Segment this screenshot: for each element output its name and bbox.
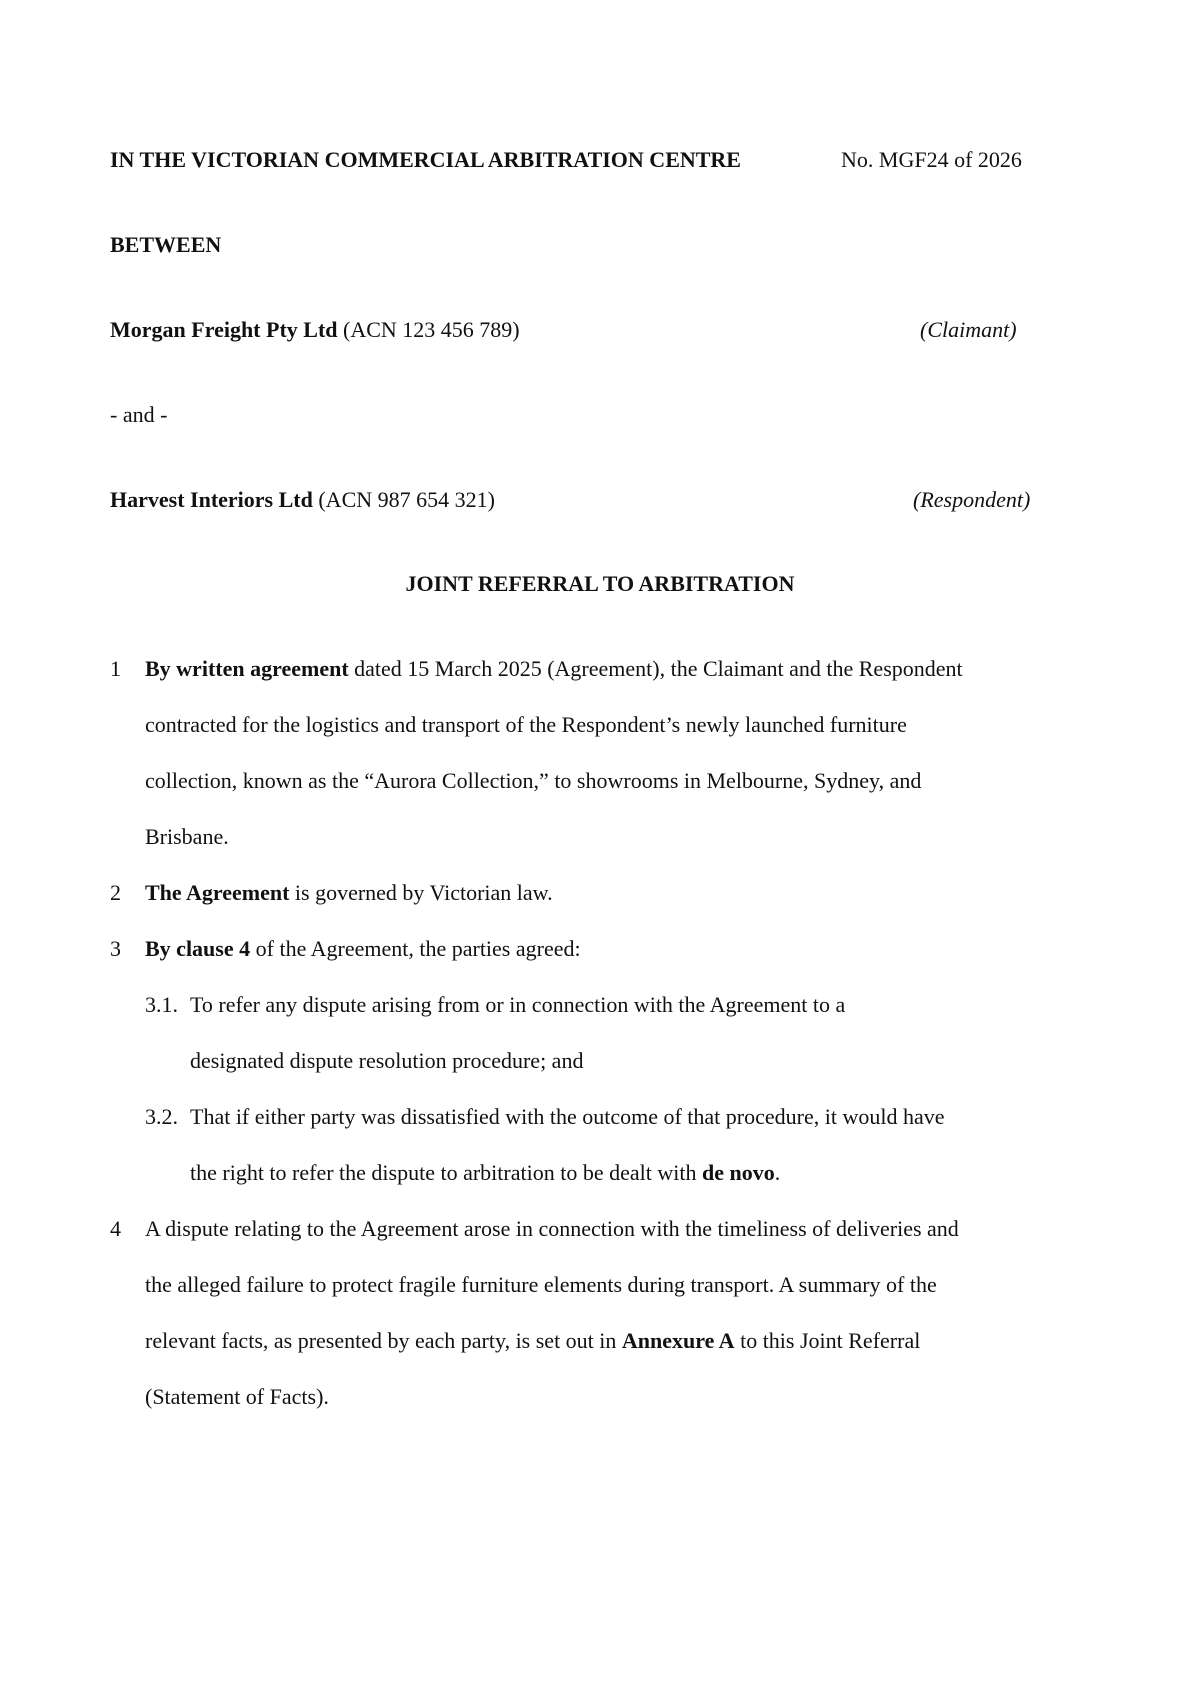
paragraph-1-line-2: contracted for the logistics and transport of the Respondent’s newly launched furniture [145, 712, 907, 737]
paragraph-1-number: 1 [110, 656, 121, 681]
annexure-reference: Annexure A [621, 1328, 735, 1353]
paragraph-4-text-end: to this Joint Referral [734, 1328, 921, 1353]
paragraph-2-text: is governed by Victorian law. [289, 880, 553, 905]
respondent-line [110, 487, 495, 513]
paragraph-1-line-1 [145, 656, 963, 682]
subparagraph-3-1-line-1: To refer any dispute arising from or in connection with the Agreement to a [190, 992, 846, 1017]
paragraph-2-line-1 [145, 880, 553, 906]
paragraph-4-number: 4 [110, 1216, 121, 1241]
paragraph-3-lead: By clause 4 [145, 936, 251, 961]
claimant-role: (Claimant) [920, 317, 1017, 342]
between-label: BETWEEN [110, 232, 222, 257]
respondent-name: Harvest Interiors Ltd [110, 487, 313, 512]
case-number: No. MGF24 of 2026 [841, 147, 1022, 172]
subparagraph-3-2-end: . [774, 1160, 781, 1185]
paragraph-2-number: 2 [110, 880, 121, 905]
subparagraph-3-1-line-2: designated dispute resolution procedure; and [190, 1048, 584, 1073]
paragraph-4-line-2: the alleged failure to protect fragile furniture elements during transport. A summary of the [145, 1272, 937, 1297]
paragraph-1-text: dated 15 March 2025 (Agreement), the Claimant and the Respondent [348, 656, 963, 681]
paragraph-4-line-3 [145, 1328, 920, 1354]
subparagraph-3-2-text: the right to refer the dispute to arbitration to be dealt with [190, 1160, 702, 1185]
paragraph-3-text: of the Agreement, the parties agreed: [250, 936, 581, 961]
respondent-acn: (ACN 987 654 321) [318, 487, 495, 512]
and-separator: - and - [110, 402, 168, 427]
document-title: JOINT REFERRAL TO ARBITRATION [405, 571, 795, 596]
subparagraph-3-2-number: 3.2. [145, 1104, 178, 1129]
de-novo-term: de novo [701, 1160, 775, 1185]
subparagraph-3-2-line-2 [190, 1160, 780, 1186]
claimant-line [110, 317, 520, 343]
paragraph-3-number: 3 [110, 936, 121, 961]
paragraph-1-line-3: collection, known as the “Aurora Collection,” to showrooms in Melbourne, Sydney, and [145, 768, 922, 793]
tribunal-name: IN THE VICTORIAN COMMERCIAL ARBITRATION CENTRE [110, 147, 741, 172]
paragraph-3-line-1 [145, 936, 581, 962]
paragraph-4-line-4: (Statement of Facts). [145, 1384, 329, 1409]
paragraph-1-line-4: Brisbane. [145, 824, 229, 849]
subparagraph-3-2-line-1: That if either party was dissatisfied with the outcome of that procedure, it would have [190, 1104, 945, 1129]
respondent-role: (Respondent) [913, 487, 1031, 512]
paragraph-4-line-1: A dispute relating to the Agreement arose in connection with the timeliness of deliveries and [145, 1216, 959, 1241]
paragraph-1-lead: By written agreement [145, 656, 349, 681]
paragraph-4-text: relevant facts, as presented by each party, is set out in [145, 1328, 622, 1353]
paragraph-2-lead: The Agreement [145, 880, 290, 905]
claimant-name: Morgan Freight Pty Ltd [110, 317, 338, 342]
subparagraph-3-1-number: 3.1. [145, 992, 178, 1017]
claimant-acn: (ACN 123 456 789) [343, 317, 520, 342]
